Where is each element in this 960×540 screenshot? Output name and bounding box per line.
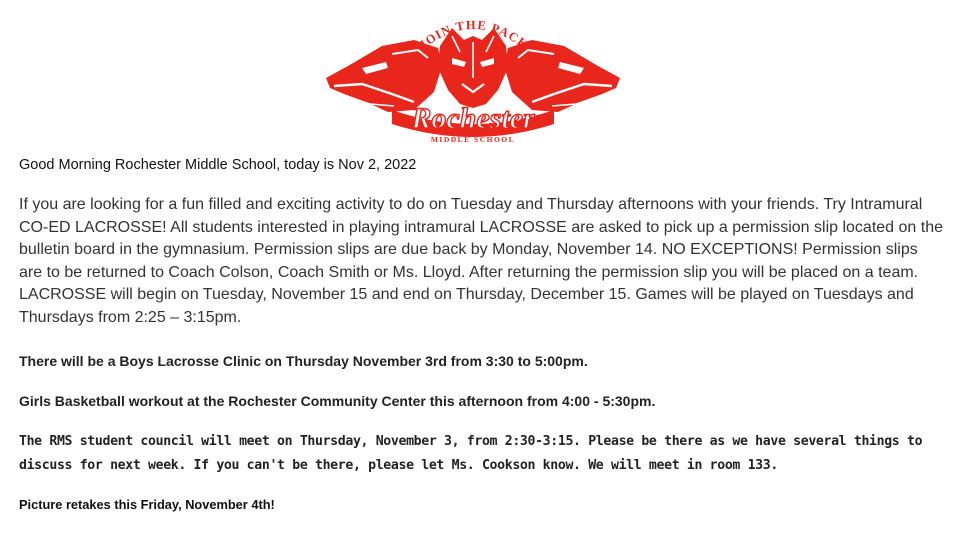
basketball-announcement: Girls Basketball workout at the Rochester Community Center this afternoon from 4:00 - 5:30pm. xyxy=(19,393,656,409)
logo-subtitle: MIDDLE SCHOOL xyxy=(430,135,516,144)
greeting-line: Good Morning Rochester Middle School, today is Nov 2, 2022 xyxy=(19,157,417,173)
picture-retakes-announcement: Picture retakes this Friday, November 4th! xyxy=(19,497,275,512)
logo-banner-text: JOIN THE PACK xyxy=(416,17,532,53)
student-council-announcement: The RMS student council will meet on Thursday, November 3, from 2:30-3:15. Please be there as we have several things to discuss for next week. If you can't be there, please let Ms. Cookson know. We will meet in room 133. xyxy=(19,434,923,473)
logo-school-name: Rochester xyxy=(411,102,535,135)
wolf-pack-logo xyxy=(322,6,624,148)
clinic-announcement: There will be a Boys Lacrosse Clinic on Thursday November 3rd from 3:30 to 5:00pm. xyxy=(19,353,588,369)
lacrosse-announcement: If you are looking for a fun filled and exciting activity to do on Tuesday and Thursday afternoons with your friends. Try Intramural CO-ED LACROSSE! All students interested in playing intramural LACROSSE are asked to pick up a permission slip located on the bulletin board in the gymnasium. Permission slips are due back by Monday, November 14. NO EXCEPTIONS! Permission slips are to be returned to Coach Colson, Coach Smith or Ms. Lloyd. After returning the permission slip you will be placed on a team. LACROSSE will begin on Tuesday, November 15 and end on Thursday, December 15. Games will be played on Tuesdays and Thursdays from 2:25 – 3:15pm. xyxy=(19,196,943,326)
